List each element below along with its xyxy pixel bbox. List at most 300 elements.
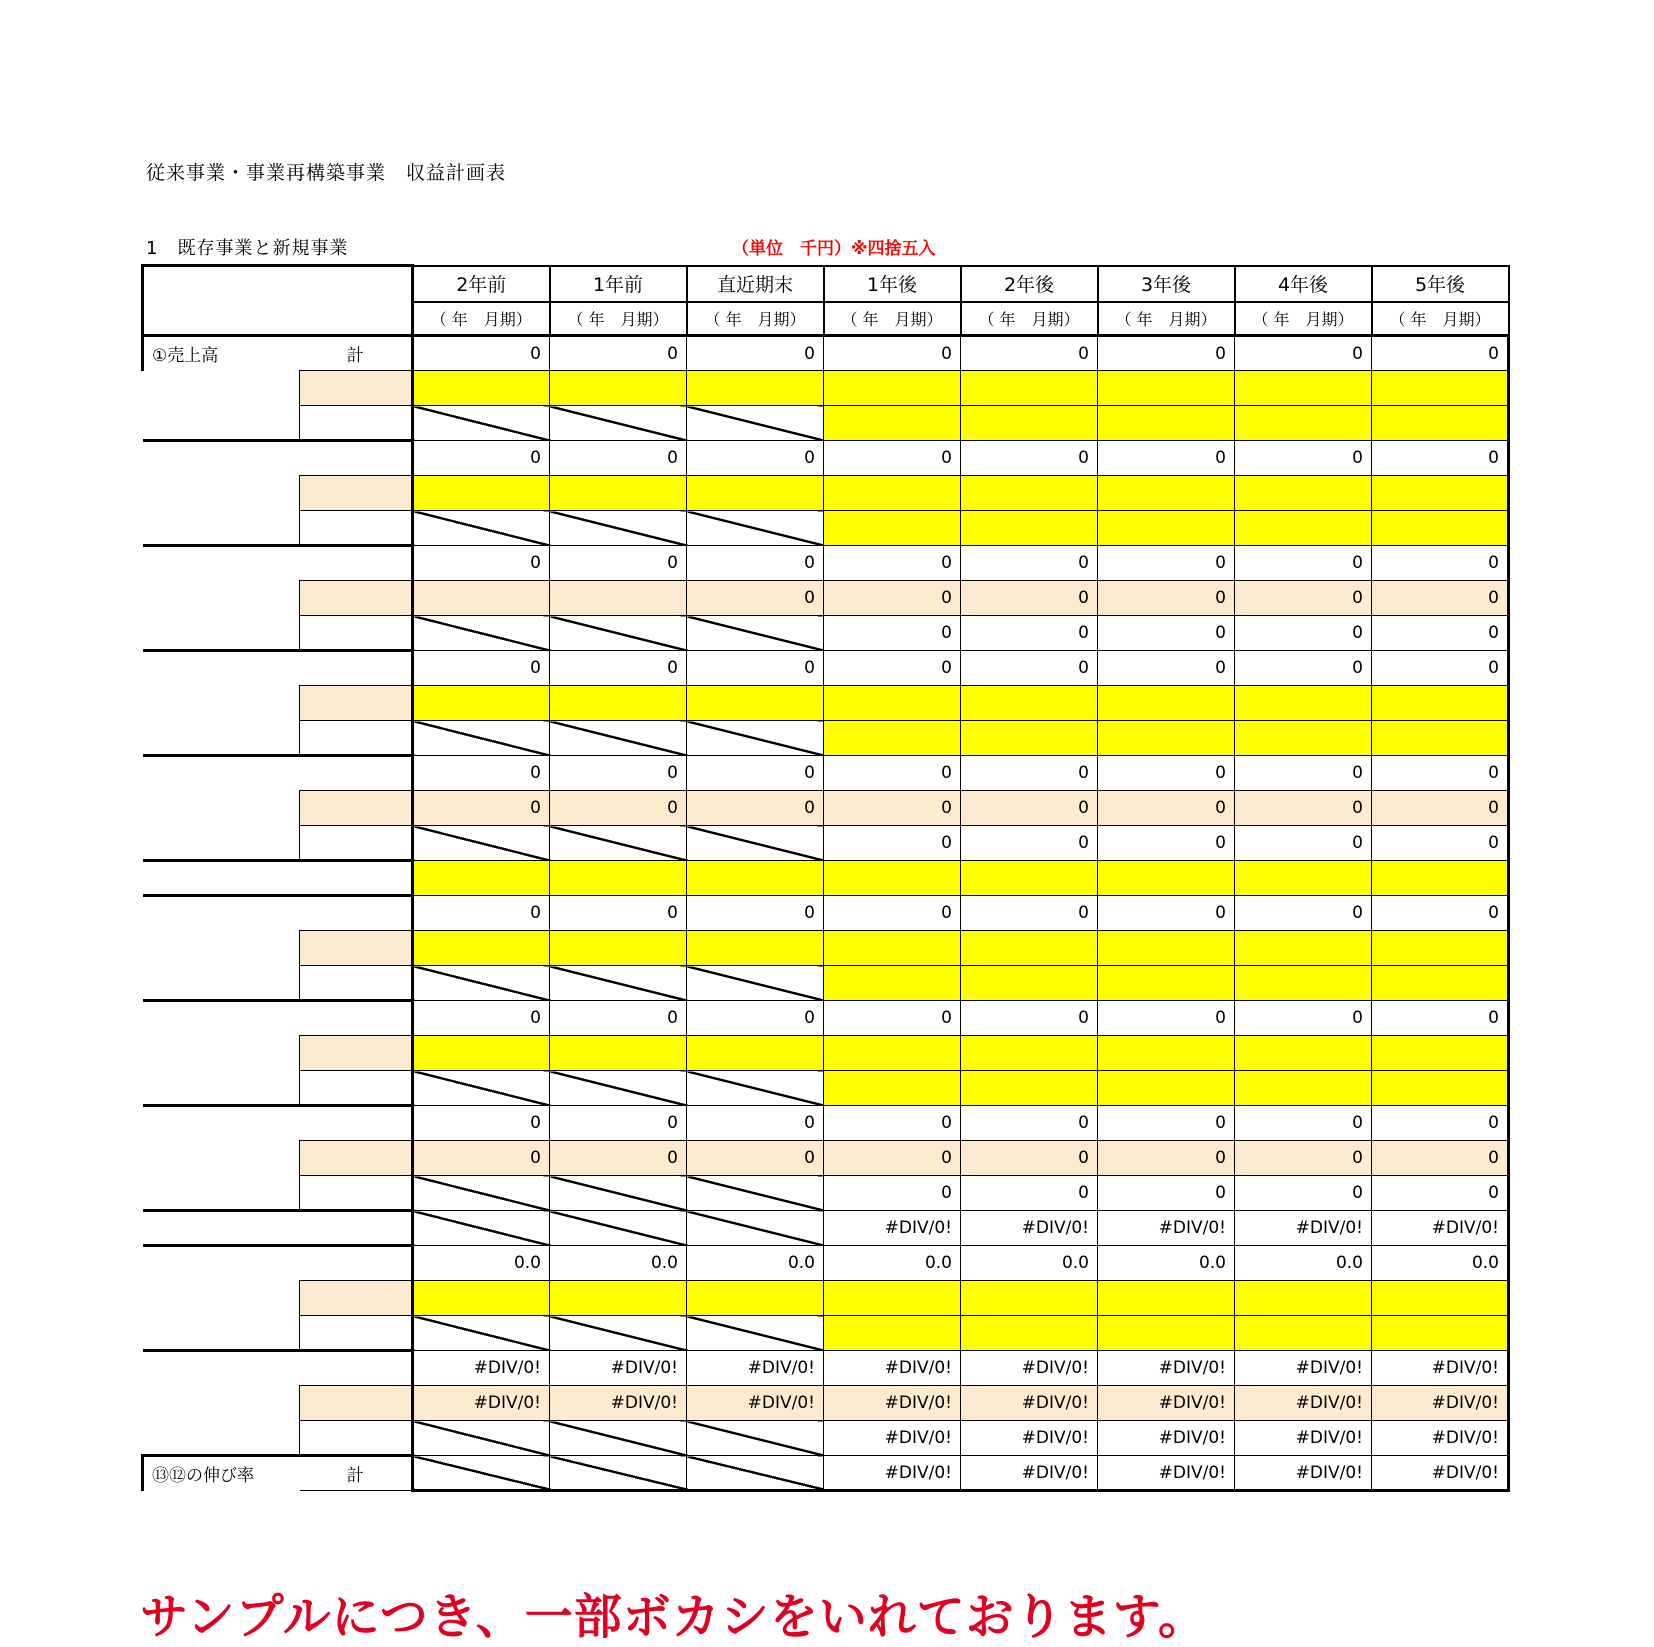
data-cell[interactable]: #DIV/0! (1372, 1351, 1509, 1386)
data-cell[interactable] (687, 371, 824, 406)
data-cell[interactable] (413, 931, 550, 966)
data-cell[interactable]: 0 (1372, 756, 1509, 791)
data-cell[interactable]: 0 (1235, 1001, 1372, 1036)
data-cell[interactable] (1098, 686, 1235, 721)
data-cell[interactable] (413, 1281, 550, 1316)
data-cell[interactable] (1372, 931, 1509, 966)
data-cell[interactable]: 0.0 (1235, 1246, 1372, 1281)
data-cell[interactable]: #DIV/0! (687, 1351, 824, 1386)
data-cell[interactable] (687, 861, 824, 896)
data-cell[interactable] (550, 581, 687, 616)
data-cell[interactable]: 0 (1098, 581, 1235, 616)
data-cell[interactable]: 0 (1098, 1141, 1235, 1176)
data-cell[interactable]: 0 (1235, 1176, 1372, 1211)
data-cell[interactable]: #DIV/0! (1372, 1211, 1509, 1246)
period-header[interactable]: （ 年 月期） (413, 302, 550, 336)
data-cell[interactable]: 0.0 (413, 1246, 550, 1281)
data-cell[interactable]: #DIV/0! (1098, 1386, 1235, 1421)
column-header[interactable]: 2年前 (413, 266, 550, 302)
data-cell[interactable]: 0 (687, 336, 824, 371)
data-cell[interactable]: 0 (413, 756, 550, 791)
data-cell[interactable]: 0 (1098, 441, 1235, 476)
data-cell[interactable]: 0 (824, 441, 961, 476)
data-cell[interactable]: 0 (1372, 581, 1509, 616)
period-header[interactable]: （ 年 月期） (961, 302, 1098, 336)
period-header[interactable]: （ 年 月期） (1098, 302, 1235, 336)
data-cell[interactable]: 0 (1098, 546, 1235, 581)
data-cell[interactable]: 0 (824, 336, 961, 371)
data-cell[interactable]: 0 (961, 896, 1098, 931)
table-row (143, 581, 1509, 616)
data-cell[interactable]: 0 (1372, 896, 1509, 931)
data-cell[interactable]: 0 (961, 336, 1098, 371)
data-cell[interactable] (824, 406, 961, 441)
data-cell[interactable]: 0 (1372, 616, 1509, 651)
data-cell[interactable] (1098, 931, 1235, 966)
data-cell[interactable] (1098, 1036, 1235, 1071)
data-cell[interactable] (1235, 406, 1372, 441)
row-sublabel: 計 (300, 1456, 413, 1491)
diagonal-blank-cell[interactable] (550, 1071, 687, 1106)
data-cell[interactable]: 0 (1098, 1001, 1235, 1036)
data-cell[interactable] (961, 1316, 1098, 1351)
row-sublabel (300, 581, 413, 616)
data-cell[interactable]: 0 (824, 1176, 961, 1211)
data-cell[interactable]: 0 (1098, 616, 1235, 651)
data-cell[interactable]: 0 (1098, 791, 1235, 826)
data-cell[interactable]: #DIV/0! (550, 1386, 687, 1421)
table-row (143, 406, 1509, 441)
diagonal-blank-cell[interactable] (413, 511, 550, 546)
data-cell[interactable] (824, 861, 961, 896)
data-cell[interactable] (961, 406, 1098, 441)
data-cell[interactable]: #DIV/0! (961, 1386, 1098, 1421)
column-header[interactable]: 3年後 (1098, 266, 1235, 302)
data-cell[interactable]: 0.0 (1372, 1246, 1509, 1281)
data-cell[interactable]: 0 (824, 651, 961, 686)
data-cell[interactable] (824, 1071, 961, 1106)
data-cell[interactable]: 0 (1235, 581, 1372, 616)
data-cell[interactable]: 0 (413, 546, 550, 581)
data-cell[interactable] (961, 861, 1098, 896)
data-cell[interactable]: 0 (1235, 826, 1372, 861)
data-cell[interactable] (824, 476, 961, 511)
data-cell[interactable] (1235, 686, 1372, 721)
table-row (143, 1071, 1509, 1106)
data-cell[interactable] (1235, 721, 1372, 756)
data-cell[interactable] (1235, 511, 1372, 546)
data-cell[interactable] (961, 1071, 1098, 1106)
diagonal-blank-cell[interactable] (687, 1071, 824, 1106)
data-cell[interactable]: 0 (961, 1001, 1098, 1036)
data-cell[interactable]: #DIV/0! (961, 1421, 1098, 1456)
data-cell[interactable]: 0 (1372, 441, 1509, 476)
table-row (143, 1281, 1509, 1316)
data-cell[interactable]: #DIV/0! (1235, 1456, 1372, 1491)
data-cell[interactable]: 0 (687, 441, 824, 476)
table-row (143, 441, 1509, 476)
data-cell[interactable]: 0 (1372, 826, 1509, 861)
data-cell[interactable]: 0 (1372, 1176, 1509, 1211)
column-header[interactable]: 1年前 (550, 266, 687, 302)
data-cell[interactable]: 0 (824, 756, 961, 791)
data-cell[interactable]: 0 (1235, 616, 1372, 651)
diagonal-blank-cell[interactable] (413, 1316, 550, 1351)
data-cell[interactable]: 0 (413, 336, 550, 371)
data-cell[interactable] (1235, 1071, 1372, 1106)
data-cell[interactable]: 0 (824, 1001, 961, 1036)
data-cell[interactable]: 0 (961, 546, 1098, 581)
row-sublabel (300, 826, 413, 861)
data-cell[interactable]: 0 (824, 1141, 961, 1176)
table-row (143, 1421, 1509, 1456)
table-row (143, 1246, 1509, 1281)
data-cell[interactable] (687, 1281, 824, 1316)
diagonal-blank-cell[interactable] (687, 966, 824, 1001)
diagonal-blank-cell[interactable] (413, 1211, 550, 1246)
data-cell[interactable]: #DIV/0! (1098, 1211, 1235, 1246)
data-cell[interactable]: 0 (550, 336, 687, 371)
data-cell[interactable] (961, 476, 1098, 511)
data-cell[interactable]: 0 (1235, 546, 1372, 581)
data-cell[interactable] (824, 966, 961, 1001)
data-cell[interactable] (1235, 931, 1372, 966)
data-cell[interactable] (413, 861, 550, 896)
data-cell[interactable]: 0 (413, 791, 550, 826)
data-cell[interactable]: #DIV/0! (413, 1386, 550, 1421)
data-cell[interactable] (550, 686, 687, 721)
data-cell[interactable] (550, 931, 687, 966)
data-cell[interactable] (413, 371, 550, 406)
data-cell[interactable]: 0 (550, 546, 687, 581)
data-cell[interactable]: 0 (1235, 651, 1372, 686)
data-cell[interactable] (687, 476, 824, 511)
data-cell[interactable]: 0 (687, 1106, 824, 1141)
row-label (143, 861, 300, 896)
diagonal-blank-cell[interactable] (413, 1176, 550, 1211)
data-cell[interactable]: 0 (824, 616, 961, 651)
data-cell[interactable] (550, 371, 687, 406)
data-cell[interactable]: 0 (824, 826, 961, 861)
column-header[interactable]: 5年後 (1372, 266, 1509, 302)
data-cell[interactable] (1098, 721, 1235, 756)
diagonal-blank-cell[interactable] (550, 966, 687, 1001)
data-cell[interactable] (413, 1036, 550, 1071)
data-cell[interactable]: #DIV/0! (824, 1351, 961, 1386)
data-cell[interactable]: #DIV/0! (824, 1421, 961, 1456)
data-cell[interactable]: 0 (687, 546, 824, 581)
data-cell[interactable]: 0 (824, 581, 961, 616)
data-cell[interactable] (1098, 1281, 1235, 1316)
column-header[interactable]: 2年後 (961, 266, 1098, 302)
data-cell[interactable]: 0 (961, 581, 1098, 616)
data-cell[interactable] (824, 931, 961, 966)
data-cell[interactable] (1098, 1071, 1235, 1106)
data-cell[interactable]: 0 (961, 1176, 1098, 1211)
data-cell[interactable]: #DIV/0! (687, 1386, 824, 1421)
data-cell[interactable]: 0.0 (1098, 1246, 1235, 1281)
data-cell[interactable] (687, 931, 824, 966)
data-cell[interactable] (1372, 511, 1509, 546)
data-cell[interactable]: 0 (687, 756, 824, 791)
diagonal-blank-cell[interactable] (687, 1211, 824, 1246)
diagonal-blank-cell[interactable] (550, 1176, 687, 1211)
data-cell[interactable]: #DIV/0! (824, 1456, 961, 1491)
diagonal-blank-cell[interactable] (687, 511, 824, 546)
diagonal-blank-cell[interactable] (413, 1456, 550, 1491)
data-cell[interactable]: #DIV/0! (1235, 1386, 1372, 1421)
data-cell[interactable] (550, 1281, 687, 1316)
data-cell[interactable] (550, 1036, 687, 1071)
data-cell[interactable]: 0 (687, 791, 824, 826)
column-header[interactable]: 直近期末 (687, 266, 824, 302)
data-cell[interactable]: 0 (687, 1001, 824, 1036)
diagonal-blank-cell[interactable] (687, 616, 824, 651)
diagonal-blank-cell[interactable] (687, 1176, 824, 1211)
data-cell[interactable] (687, 1036, 824, 1071)
data-cell[interactable]: 0 (413, 1106, 550, 1141)
data-cell[interactable]: 0 (1372, 1106, 1509, 1141)
data-cell[interactable]: 0 (687, 581, 824, 616)
header-corner-cell[interactable] (143, 266, 413, 336)
data-cell[interactable]: 0 (1372, 791, 1509, 826)
data-cell[interactable]: 0 (1372, 336, 1509, 371)
period-header[interactable]: （ 年 月期） (550, 302, 687, 336)
data-cell[interactable] (687, 686, 824, 721)
data-cell[interactable] (1235, 1316, 1372, 1351)
column-header[interactable]: 1年後 (824, 266, 961, 302)
data-cell[interactable]: #DIV/0! (1235, 1211, 1372, 1246)
diagonal-blank-cell[interactable] (687, 721, 824, 756)
data-cell[interactable] (824, 1281, 961, 1316)
data-cell[interactable] (550, 476, 687, 511)
data-cell[interactable]: 0.0 (687, 1246, 824, 1281)
data-cell[interactable]: 0 (961, 826, 1098, 861)
data-cell[interactable] (413, 581, 550, 616)
data-cell[interactable]: 0 (1372, 546, 1509, 581)
data-cell[interactable] (1098, 371, 1235, 406)
data-cell[interactable] (550, 861, 687, 896)
data-cell[interactable] (1235, 1281, 1372, 1316)
data-cell[interactable] (1372, 1036, 1509, 1071)
data-cell[interactable] (1372, 371, 1509, 406)
data-cell[interactable]: 0 (687, 651, 824, 686)
data-cell[interactable] (1235, 966, 1372, 1001)
data-cell[interactable]: 0 (1235, 756, 1372, 791)
diagonal-blank-cell[interactable] (550, 511, 687, 546)
diagonal-blank-cell[interactable] (413, 1071, 550, 1106)
data-cell[interactable] (824, 721, 961, 756)
data-cell[interactable] (824, 1036, 961, 1071)
data-cell[interactable]: 0 (961, 651, 1098, 686)
data-cell[interactable]: #DIV/0! (961, 1456, 1098, 1491)
table-row (143, 1001, 1509, 1036)
data-cell[interactable] (961, 1281, 1098, 1316)
data-cell[interactable]: 0 (550, 651, 687, 686)
data-cell[interactable]: 0 (550, 756, 687, 791)
data-cell[interactable]: 0 (550, 791, 687, 826)
data-cell[interactable]: 0 (1098, 336, 1235, 371)
data-cell[interactable] (1372, 966, 1509, 1001)
data-cell[interactable]: 0 (961, 756, 1098, 791)
data-cell[interactable]: 0.0 (550, 1246, 687, 1281)
data-cell[interactable]: 0 (824, 1106, 961, 1141)
diagonal-blank-cell[interactable] (550, 616, 687, 651)
diagonal-blank-cell[interactable] (550, 826, 687, 861)
data-cell[interactable] (1098, 511, 1235, 546)
row-label (143, 441, 300, 476)
data-cell[interactable]: 0.0 (961, 1246, 1098, 1281)
data-cell[interactable]: 0 (1372, 651, 1509, 686)
data-cell[interactable] (961, 511, 1098, 546)
data-cell[interactable]: 0 (1098, 1176, 1235, 1211)
data-cell[interactable]: 0 (961, 1106, 1098, 1141)
diagonal-blank-cell[interactable] (550, 406, 687, 441)
diagonal-blank-cell[interactable] (413, 1421, 550, 1456)
data-cell[interactable]: 0 (550, 896, 687, 931)
data-cell[interactable]: #DIV/0! (824, 1211, 961, 1246)
row-label (143, 406, 300, 441)
data-cell[interactable] (1098, 476, 1235, 511)
data-cell[interactable] (824, 371, 961, 406)
data-cell[interactable] (961, 721, 1098, 756)
data-cell[interactable] (1098, 406, 1235, 441)
table-row (143, 1351, 1509, 1386)
data-cell[interactable]: #DIV/0! (824, 1386, 961, 1421)
data-cell[interactable] (961, 966, 1098, 1001)
row-label (143, 931, 300, 966)
data-cell[interactable]: #DIV/0! (1372, 1386, 1509, 1421)
section-title: 1 既存事業と新規事業 (146, 238, 349, 259)
data-cell[interactable] (961, 686, 1098, 721)
data-cell[interactable] (1235, 1036, 1372, 1071)
data-cell[interactable] (961, 931, 1098, 966)
diagonal-blank-cell[interactable] (413, 826, 550, 861)
data-cell[interactable]: 0 (550, 1106, 687, 1141)
data-cell[interactable] (1372, 1281, 1509, 1316)
data-cell[interactable]: #DIV/0! (1098, 1456, 1235, 1491)
data-cell[interactable]: 0 (824, 546, 961, 581)
data-cell[interactable]: #DIV/0! (1372, 1421, 1509, 1456)
data-cell[interactable]: 0 (413, 441, 550, 476)
data-cell[interactable]: 0 (824, 896, 961, 931)
data-cell[interactable] (1372, 686, 1509, 721)
diagonal-blank-cell[interactable] (413, 966, 550, 1001)
diagonal-blank-cell[interactable] (550, 1316, 687, 1351)
data-cell[interactable]: 0 (413, 651, 550, 686)
diagonal-blank-cell[interactable] (413, 721, 550, 756)
diagonal-blank-cell[interactable] (550, 1421, 687, 1456)
data-cell[interactable] (1235, 371, 1372, 406)
column-header[interactable]: 4年後 (1235, 266, 1372, 302)
diagonal-blank-cell[interactable] (413, 616, 550, 651)
data-cell[interactable]: 0 (961, 1141, 1098, 1176)
data-cell[interactable] (1098, 861, 1235, 896)
data-cell[interactable]: 0 (1235, 1141, 1372, 1176)
data-cell[interactable]: 0 (1372, 1141, 1509, 1176)
row-label (143, 1176, 300, 1211)
data-cell[interactable]: 0 (1235, 441, 1372, 476)
data-cell[interactable]: 0 (961, 616, 1098, 651)
data-cell[interactable] (1098, 1316, 1235, 1351)
data-cell[interactable]: 0 (1098, 896, 1235, 931)
data-cell[interactable] (1372, 1316, 1509, 1351)
diagonal-blank-cell[interactable] (687, 826, 824, 861)
data-cell[interactable] (1372, 476, 1509, 511)
data-cell[interactable]: 0 (550, 1141, 687, 1176)
data-cell[interactable] (1235, 476, 1372, 511)
data-cell[interactable] (1235, 861, 1372, 896)
diagonal-blank-cell[interactable] (413, 406, 550, 441)
data-cell[interactable]: 0.0 (824, 1246, 961, 1281)
data-cell[interactable] (961, 371, 1098, 406)
data-cell[interactable]: 0 (1098, 651, 1235, 686)
data-cell[interactable]: 0 (413, 1141, 550, 1176)
data-cell[interactable]: 0 (1235, 336, 1372, 371)
data-cell[interactable] (1098, 966, 1235, 1001)
data-cell[interactable]: 0 (1098, 756, 1235, 791)
data-cell[interactable] (1372, 721, 1509, 756)
data-cell[interactable]: 0 (961, 791, 1098, 826)
data-cell[interactable]: 0 (1235, 1106, 1372, 1141)
data-cell[interactable]: 0 (1235, 896, 1372, 931)
period-header[interactable]: （ 年 月期） (824, 302, 961, 336)
data-cell[interactable]: #DIV/0! (961, 1351, 1098, 1386)
data-cell[interactable]: 0 (687, 896, 824, 931)
data-cell[interactable] (1372, 406, 1509, 441)
diagonal-blank-cell[interactable] (550, 1211, 687, 1246)
data-cell[interactable]: 0 (1235, 791, 1372, 826)
data-cell[interactable]: 0 (1098, 826, 1235, 861)
data-cell[interactable] (824, 511, 961, 546)
diagonal-blank-cell[interactable] (550, 721, 687, 756)
data-cell[interactable]: 0 (413, 896, 550, 931)
data-cell[interactable]: 0 (824, 791, 961, 826)
period-header[interactable]: （ 年 月期） (1235, 302, 1372, 336)
diagonal-blank-cell[interactable] (687, 1421, 824, 1456)
data-cell[interactable] (1372, 861, 1509, 896)
data-cell[interactable] (413, 476, 550, 511)
data-cell[interactable] (961, 1036, 1098, 1071)
data-cell[interactable]: #DIV/0! (1235, 1421, 1372, 1456)
data-cell[interactable]: #DIV/0! (1098, 1351, 1235, 1386)
data-cell[interactable]: 0 (1372, 1001, 1509, 1036)
data-cell[interactable]: #DIV/0! (1372, 1456, 1509, 1491)
data-cell[interactable]: 0 (1098, 1106, 1235, 1141)
data-cell[interactable]: 0 (687, 1141, 824, 1176)
data-cell[interactable]: #DIV/0! (550, 1351, 687, 1386)
diagonal-blank-cell[interactable] (550, 1456, 687, 1491)
data-cell[interactable] (824, 1316, 961, 1351)
data-cell[interactable] (824, 686, 961, 721)
diagonal-blank-cell[interactable] (687, 1456, 824, 1491)
data-cell[interactable]: 0 (413, 1001, 550, 1036)
diagonal-blank-cell[interactable] (687, 406, 824, 441)
data-cell[interactable] (413, 686, 550, 721)
data-cell[interactable]: #DIV/0! (1098, 1421, 1235, 1456)
data-cell[interactable]: 0 (550, 1001, 687, 1036)
data-cell[interactable]: #DIV/0! (961, 1211, 1098, 1246)
row-sublabel (300, 1036, 413, 1071)
data-cell[interactable] (1372, 1071, 1509, 1106)
period-header[interactable]: （ 年 月期） (1372, 302, 1509, 336)
diagonal-blank-cell[interactable] (687, 1316, 824, 1351)
data-cell[interactable]: #DIV/0! (1235, 1351, 1372, 1386)
data-cell[interactable]: #DIV/0! (413, 1351, 550, 1386)
data-cell[interactable]: 0 (550, 441, 687, 476)
data-cell[interactable]: 0 (961, 441, 1098, 476)
period-header[interactable]: （ 年 月期） (687, 302, 824, 336)
